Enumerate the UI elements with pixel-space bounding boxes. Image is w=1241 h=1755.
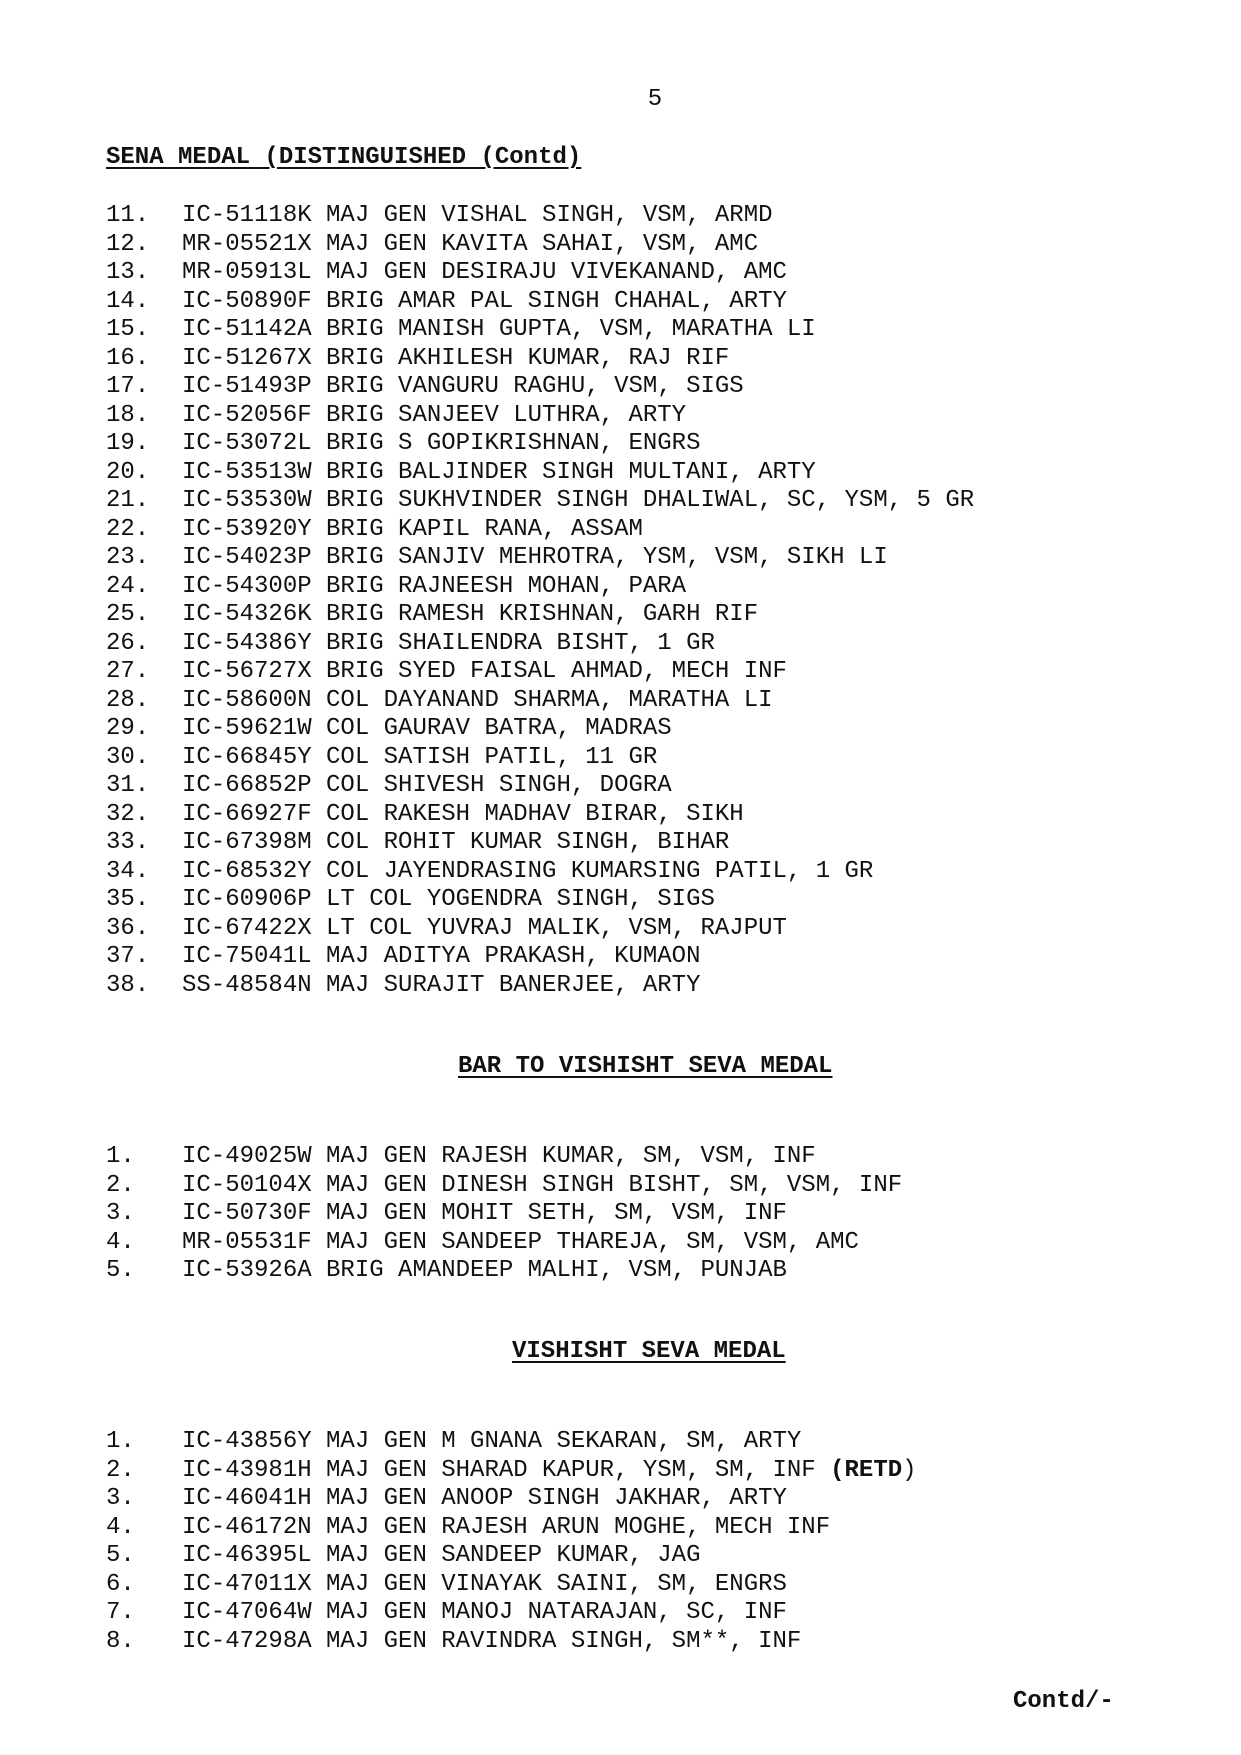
list-item: [106, 858, 974, 887]
item-number: 6.: [106, 1570, 135, 1598]
item-entry: IC-46172N MAJ GEN RAJESH ARUN MOGHE, MECH INF: [182, 1513, 831, 1541]
item-entry: IC-46395L MAJ GEN SANDEEP KUMAR, JAG: [182, 1542, 701, 1569]
list-item: [106, 1628, 917, 1657]
list-item: [106, 316, 974, 345]
item-entry: IC-67422X LT COL YUVRAJ MALIK, VSM, RAJPUT: [182, 914, 787, 942]
item-number: 27.: [106, 658, 150, 685]
bar-to-vsm-list: [106, 1143, 902, 1286]
list-item: [106, 487, 974, 516]
item-entry: IC-50890F BRIG AMAR PAL SINGH CHAHAL, ARTY: [182, 287, 787, 315]
list-item: [106, 573, 974, 602]
item-number: 18.: [106, 401, 150, 429]
item-number: 37.: [106, 943, 150, 970]
item-entry: IC-43981H MAJ GEN SHARAD KAPUR, YSM, SM, INF: [182, 1456, 831, 1484]
list-item: [106, 430, 974, 459]
item-number: 1.: [106, 1143, 135, 1170]
list-item: [106, 459, 974, 488]
item-entry: IC-51267X BRIG AKHILESH KUMAR, RAJ RIF: [182, 344, 730, 372]
item-entry: IC-53920Y BRIG KAPIL RANA, ASSAM: [182, 515, 643, 543]
list-item: [106, 630, 974, 659]
section-heading-bar-to-vsm: BAR TO VISHISHT SEVA MEDAL: [458, 1053, 833, 1080]
item-number: 2.: [106, 1171, 135, 1199]
item-number: 33.: [106, 829, 150, 856]
item-entry: IC-47011X MAJ GEN VINAYAK SAINI, SM, ENGRS: [182, 1570, 787, 1598]
item-number: 22.: [106, 515, 150, 543]
item-entry: IC-50730F MAJ GEN MOHIT SETH, SM, VSM, INF: [182, 1200, 787, 1227]
list-item: [106, 1542, 917, 1571]
item-entry: IC-60906P LT COL YOGENDRA SINGH, SIGS: [182, 886, 715, 913]
item-number: 25.: [106, 601, 150, 628]
section-heading-vsm: VISHISHT SEVA MEDAL: [512, 1338, 786, 1365]
list-item: [106, 544, 974, 573]
item-number: 21.: [106, 487, 150, 514]
item-entry: IC-52056F BRIG SANJEEV LUTHRA, ARTY: [182, 401, 687, 429]
item-entry: IC-43856Y MAJ GEN M GNANA SEKARAN, SM, ARTY: [182, 1428, 802, 1455]
item-number: 1.: [106, 1428, 135, 1455]
list-item: [106, 658, 974, 687]
item-entry: MR-05521X MAJ GEN KAVITA SAHAI, VSM, AMC: [182, 230, 759, 258]
item-number: 35.: [106, 886, 150, 913]
item-number: 36.: [106, 914, 150, 942]
list-item: [106, 1229, 902, 1258]
item-number: 15.: [106, 316, 150, 343]
list-item: [106, 1257, 902, 1286]
list-item: [106, 1571, 917, 1600]
item-number: 4.: [106, 1513, 135, 1541]
retired-marker: (RETD: [830, 1456, 903, 1484]
item-number: 7.: [106, 1599, 135, 1626]
item-entry: IC-51118K MAJ GEN VISHAL SINGH, VSM, ARMD: [182, 202, 773, 229]
item-entry: IC-75041L MAJ ADITYA PRAKASH, KUMAON: [182, 943, 701, 970]
list-item: [106, 915, 974, 944]
item-number: 14.: [106, 287, 150, 315]
item-entry: MR-05531F MAJ GEN SANDEEP THAREJA, SM, VSM, AMC: [182, 1228, 859, 1256]
list-item: [106, 402, 974, 431]
item-number: 5.: [106, 1257, 135, 1284]
item-entry: IC-67398M COL ROHIT KUMAR SINGH, BIHAR: [182, 829, 730, 856]
page-number: 5: [647, 86, 663, 113]
list-item: [106, 1599, 917, 1628]
item-number: 34.: [106, 857, 150, 885]
item-number: 16.: [106, 344, 150, 372]
list-item: [106, 1485, 917, 1514]
item-entry: IC-58600N COL DAYANAND SHARMA, MARATHA LI: [182, 686, 773, 714]
item-entry: MR-05913L MAJ GEN DESIRAJU VIVEKANAND, AMC: [182, 259, 787, 286]
list-item: [106, 288, 974, 317]
sena-medal-list: [106, 202, 974, 1000]
item-entry: IC-66852P COL SHIVESH SINGH, DOGRA: [182, 772, 672, 799]
list-item: [106, 1172, 902, 1201]
item-entry: IC-47298A MAJ GEN RAVINDRA SINGH, SM**, INF: [182, 1627, 802, 1655]
list-item: [106, 1457, 917, 1486]
list-item: [106, 231, 974, 260]
item-entry: IC-49025W MAJ GEN RAJESH KUMAR, SM, VSM, INF: [182, 1143, 816, 1170]
item-entry: IC-68532Y COL JAYENDRASING KUMARSING PATIL, 1 GR: [182, 857, 874, 885]
list-item: [106, 601, 974, 630]
item-number: 38.: [106, 971, 150, 999]
list-item: [106, 943, 974, 972]
item-entry: IC-53926A BRIG AMANDEEP MALHI, VSM, PUNJAB: [182, 1257, 787, 1284]
list-item: [106, 744, 974, 773]
item-entry: IC-51142A BRIG MANISH GUPTA, VSM, MARATHA LI: [182, 316, 816, 343]
item-number: 23.: [106, 544, 150, 571]
item-number: 12.: [106, 230, 150, 258]
item-number: 24.: [106, 572, 150, 600]
item-number: 32.: [106, 800, 150, 828]
item-entry: SS-48584N MAJ SURAJIT BANERJEE, ARTY: [182, 971, 701, 999]
item-entry: IC-54300P BRIG RAJNEESH MOHAN, PARA: [182, 572, 687, 600]
list-item: [106, 516, 974, 545]
item-entry: IC-66845Y COL SATISH PATIL, 11 GR: [182, 743, 658, 771]
list-item: [106, 202, 974, 231]
item-number: 29.: [106, 715, 150, 742]
item-entry: IC-54326K BRIG RAMESH KRISHNAN, GARH RIF: [182, 601, 759, 628]
item-number: 13.: [106, 259, 150, 286]
list-item: [106, 259, 974, 288]
list-item: [106, 715, 974, 744]
item-entry: IC-66927F COL RAKESH MADHAV BIRAR, SIKH: [182, 800, 744, 828]
item-number: 5.: [106, 1542, 135, 1569]
item-number: 20.: [106, 458, 150, 486]
continued-marker: Contd/-: [1013, 1688, 1114, 1715]
item-number: 2.: [106, 1456, 135, 1484]
item-entry: IC-59621W COL GAURAV BATRA, MADRAS: [182, 715, 672, 742]
list-item: [106, 345, 974, 374]
item-number: 3.: [106, 1200, 135, 1227]
item-number: 31.: [106, 772, 150, 799]
item-number: 26.: [106, 629, 150, 657]
list-item: [106, 1143, 902, 1172]
list-item: [106, 829, 974, 858]
vsm-list: [106, 1428, 917, 1656]
item-number: 30.: [106, 743, 150, 771]
list-item: [106, 687, 974, 716]
list-item: [106, 772, 974, 801]
item-number: 8.: [106, 1627, 135, 1655]
closing-paren: ): [902, 1456, 917, 1484]
item-number: 28.: [106, 686, 150, 714]
item-entry: IC-54386Y BRIG SHAILENDRA BISHT, 1 GR: [182, 629, 715, 657]
item-number: 4.: [106, 1228, 135, 1256]
item-entry: IC-51493P BRIG VANGURU RAGHU, VSM, SIGS: [182, 373, 744, 400]
item-entry: IC-50104X MAJ GEN DINESH SINGH BISHT, SM, VSM, INF: [182, 1171, 903, 1199]
item-entry: IC-53530W BRIG SUKHVINDER SINGH DHALIWAL, SC, YSM, 5 GR: [182, 487, 975, 514]
item-number: 11.: [106, 202, 150, 229]
item-entry: IC-53072L BRIG S GOPIKRISHNAN, ENGRS: [182, 430, 701, 457]
item-number: 3.: [106, 1485, 135, 1512]
item-number: 19.: [106, 430, 150, 457]
item-entry: IC-46041H MAJ GEN ANOOP SINGH JAKHAR, ARTY: [182, 1485, 787, 1512]
list-item: [106, 1514, 917, 1543]
item-number: 17.: [106, 373, 150, 400]
list-item: [106, 373, 974, 402]
list-item: [106, 1428, 917, 1457]
list-item: [106, 886, 974, 915]
item-entry: IC-47064W MAJ GEN MANOJ NATARAJAN, SC, INF: [182, 1599, 787, 1626]
list-item: [106, 801, 974, 830]
item-entry: IC-53513W BRIG BALJINDER SINGH MULTANI, ARTY: [182, 458, 816, 486]
item-entry: IC-54023P BRIG SANJIV MEHROTRA, YSM, VSM, SIKH LI: [182, 544, 888, 571]
list-item: [106, 972, 974, 1001]
list-item: [106, 1200, 902, 1229]
section-heading-sena-medal: SENA MEDAL (DISTINGUISHED (Contd): [106, 144, 582, 171]
item-entry: IC-56727X BRIG SYED FAISAL AHMAD, MECH INF: [182, 658, 787, 685]
